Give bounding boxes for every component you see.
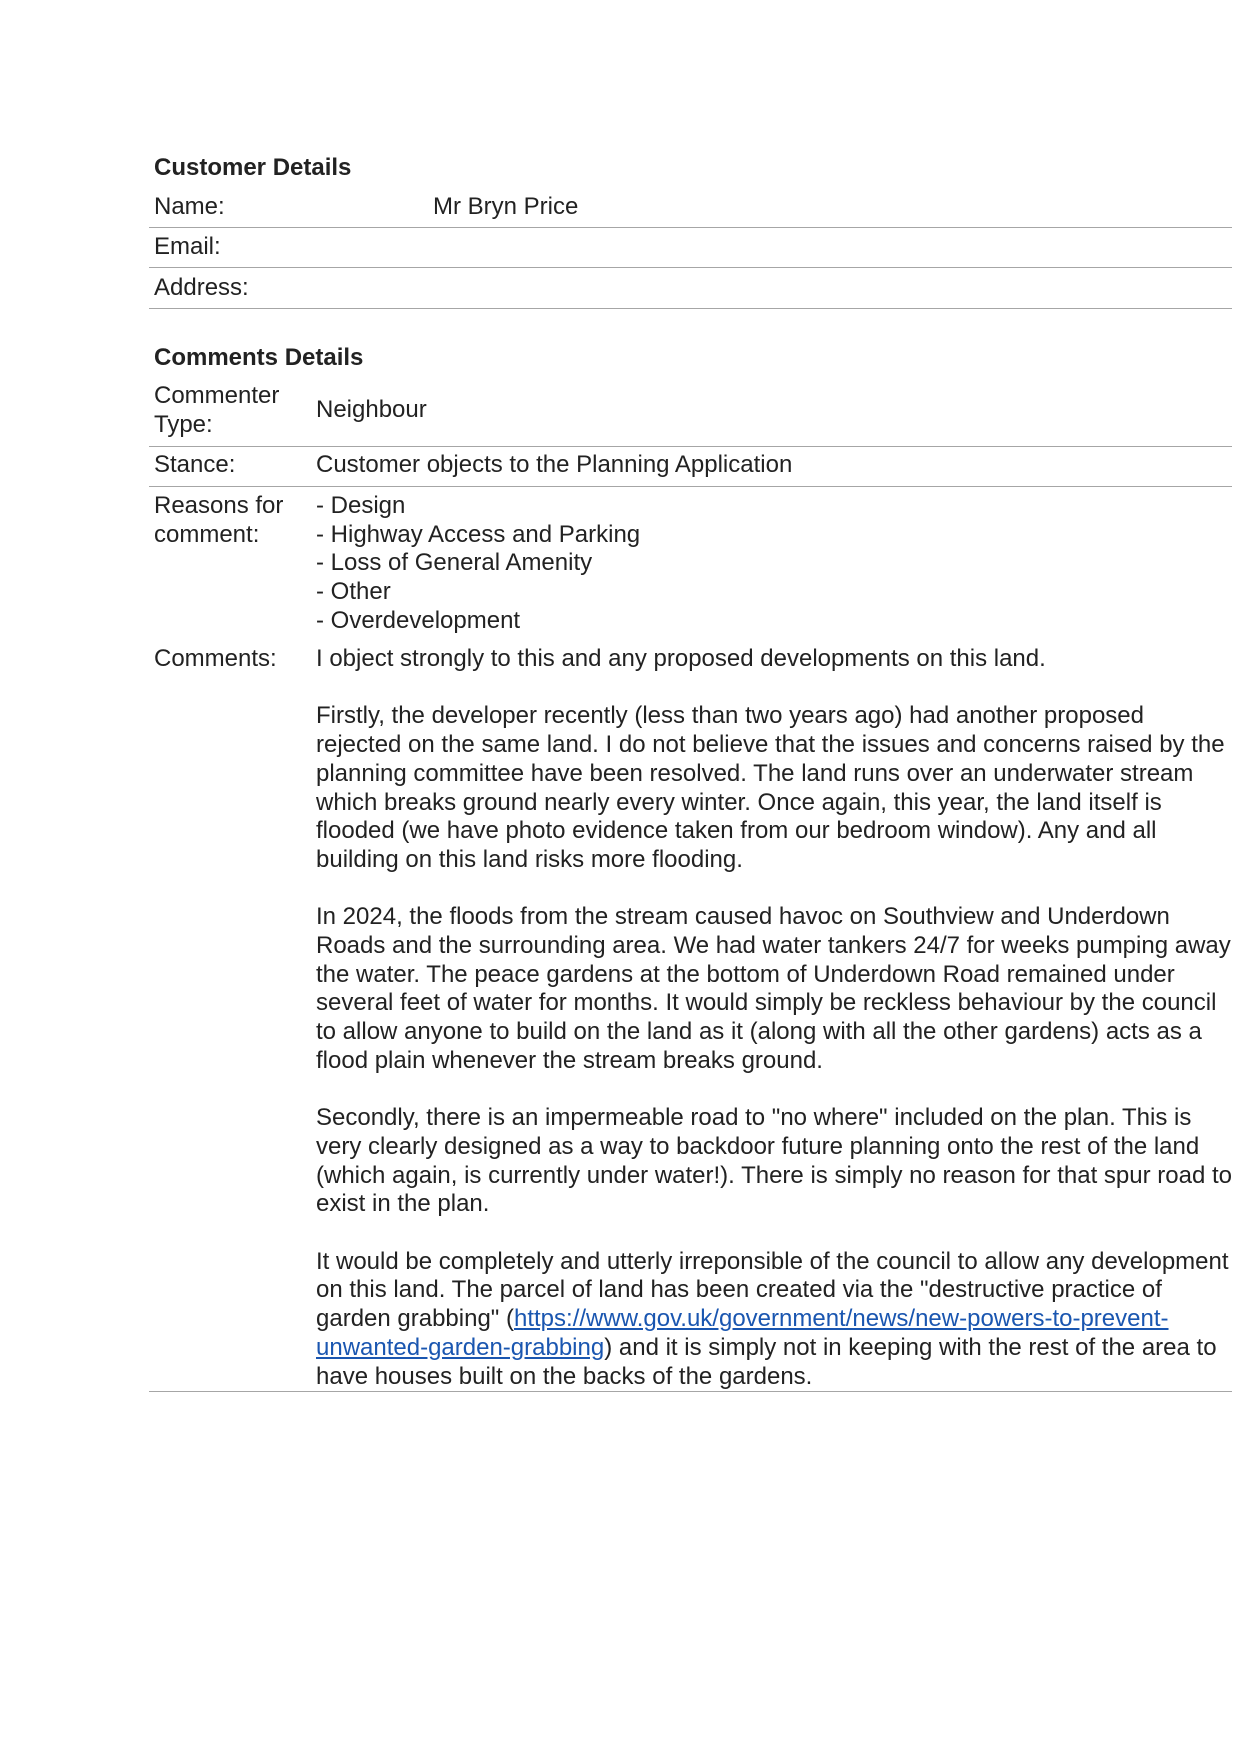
commenter-type-row [149, 382, 1232, 447]
commenter-type-value: Neighbour [316, 396, 427, 423]
reason-item: - Loss of General Amenity [316, 549, 593, 577]
stance-row [149, 451, 1232, 487]
customer-email-row [149, 233, 1232, 268]
reasons-label-line-1: Reasons for [154, 492, 284, 519]
commenter-type-label-line-1: Commenter [154, 382, 280, 409]
stance-label: Stance: [154, 451, 236, 478]
comment-paragraph: Secondly, there is an impermeable road to "no where" included on the plan. This is very clearly designed as a way to backdoor future planning onto the rest of the land (which again, is currently under water!). There is simply no reason for that spur road to exist in the plan. [316, 1104, 1232, 1218]
customer-address-row [149, 274, 1232, 309]
comments-body [316, 645, 1232, 1391]
stance-value: Customer objects to the Planning Application [316, 451, 793, 478]
reason-item: - Other [316, 578, 391, 606]
comments-row [149, 645, 1232, 1392]
reasons-row [149, 492, 1232, 642]
comment-paragraph: Firstly, the developer recently (less than two years ago) had another proposed rejected on the same land. I do not believe that the issues and concerns raised by the planning committee have been resolved. The land runs over an underwater stream which breaks ground nearly every winter. Once again, this year, the land itself is flooded (we have photo evidence taken from our bedroom window). Any and all building on this land risks more flooding. [316, 702, 1225, 873]
comment-text: ) and it is simply not in keeping with the rest of the area to have houses built on the backs of the gardens. [316, 1333, 1217, 1390]
comment-paragraph-last [316, 1248, 1232, 1392]
customer-details-heading: Customer Details [154, 154, 352, 181]
comments-label: Comments: [154, 645, 277, 672]
garden-grabbing-link[interactable]: https://www.gov.uk/government/news/new-powers-to-prevent-unwanted-garden-grabbing [316, 1305, 1169, 1361]
commenter-type-label [154, 382, 304, 439]
comment-paragraph: In 2024, the floods from the stream caused havoc on Southview and Underdown Roads and the surrounding area. We had water tankers 24/7 for weeks pumping away the water. The peace gardens at the bottom of Underdown Road remained under several feet of water for months. It would simply be reckless behaviour by the council to allow anyone to build on the land as it (along with all the other gardens) acts as a flood plain whenever the stream breaks ground. [316, 903, 1231, 1074]
reason-item: - Overdevelopment [316, 606, 521, 634]
reasons-list [316, 492, 1232, 636]
name-label: Name: [154, 193, 225, 220]
comments-details-heading: Comments Details [154, 344, 364, 371]
reasons-label [154, 492, 304, 549]
reason-item: - Design [316, 492, 406, 519]
comment-text: It would be completely and utterly irreponsible of the council to allow any development on this land. The parcel of land has been created via the "destructive practice of garden grabbing" ( [316, 1247, 1229, 1333]
commenter-type-label-line-2: Type: [154, 410, 213, 438]
comment-paragraph: I object strongly to this and any proposed developments on this land. [316, 645, 1046, 672]
address-label: Address: [154, 274, 249, 301]
email-label: Email: [154, 233, 221, 260]
customer-name-row [149, 193, 1232, 228]
name-value: Mr Bryn Price [433, 193, 579, 220]
reason-item: - Highway Access and Parking [316, 520, 641, 548]
reasons-label-line-2: comment: [154, 520, 260, 548]
